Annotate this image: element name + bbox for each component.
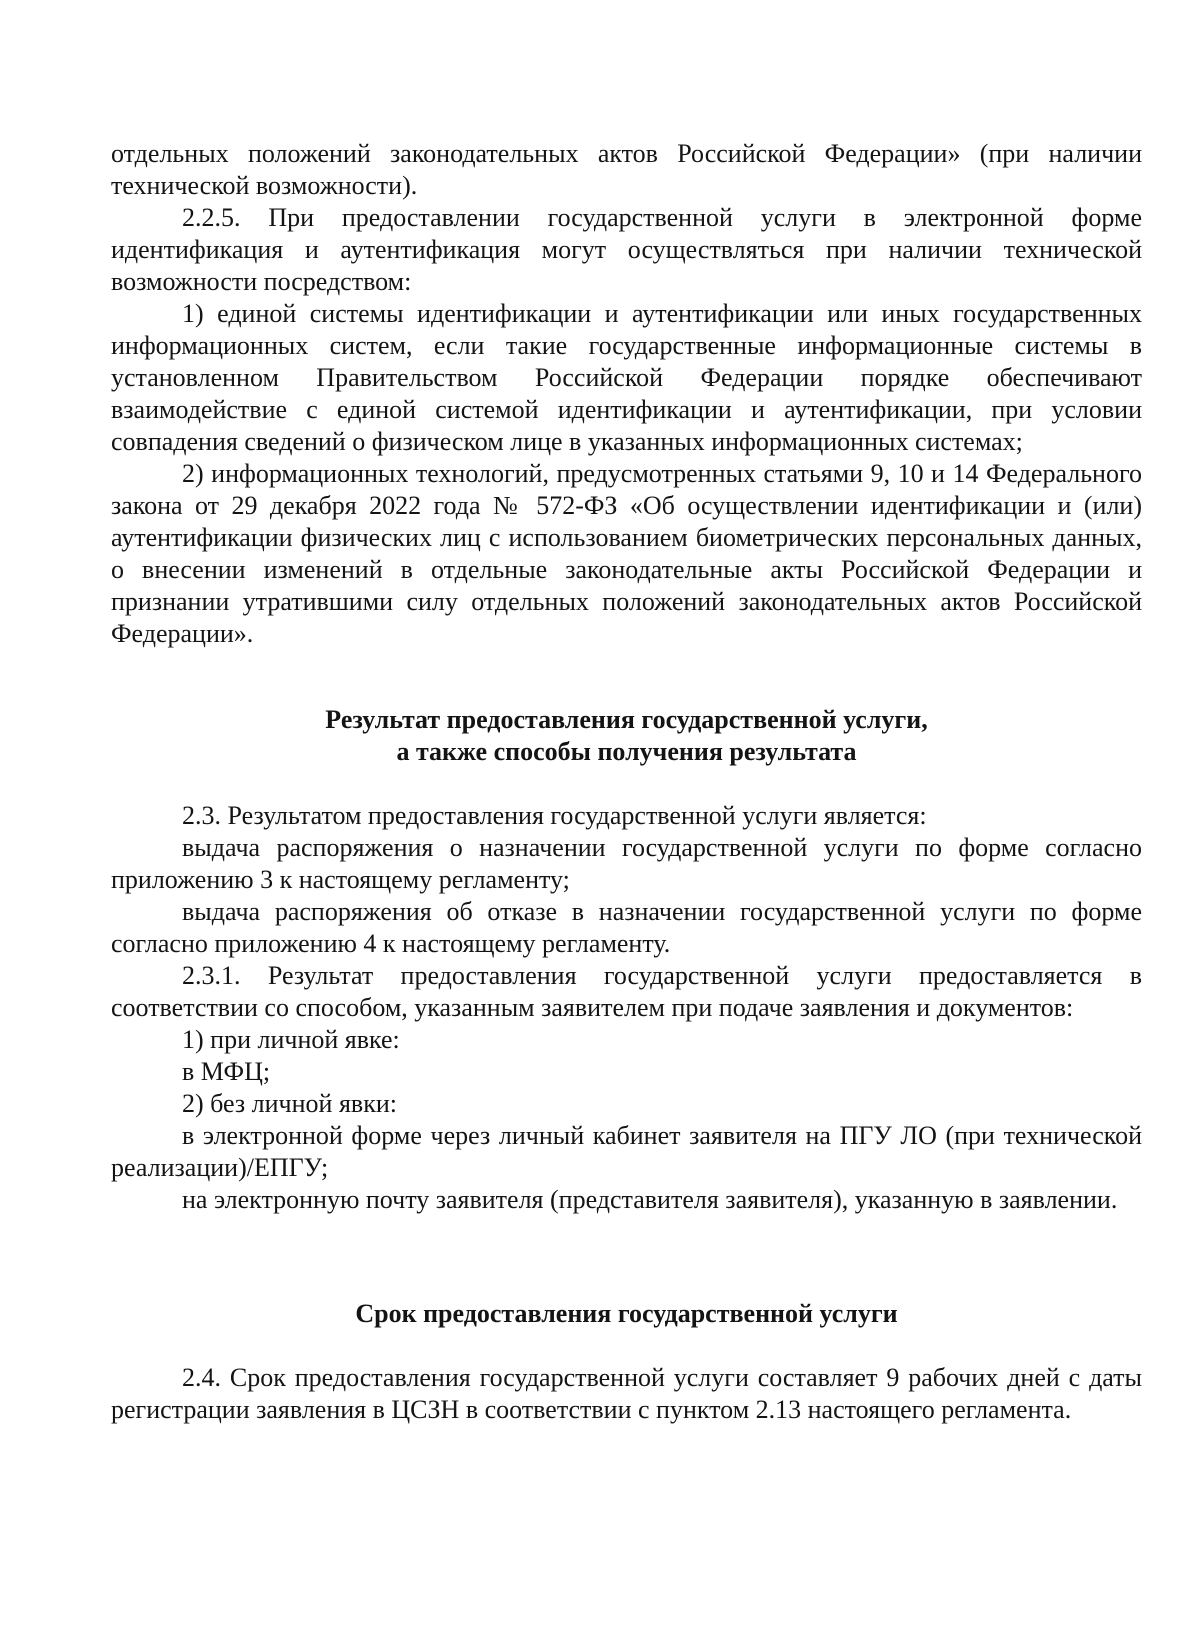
paragraph-2-4: 2.4. Срок предоставления государственной услуги составляет 9 рабочих дней с даты регистрации заявления в ЦСЗН в соответствии с пунктом 2.13 настоящего регламента. [111,1363,1142,1424]
paragraph-email: на электронную почту заявителя (представителя заявителя), указанную в заявлении. [182,1185,1118,1214]
paragraph-remote: 2) без личной явки: [182,1089,397,1118]
paragraph-mfc: в МФЦ; [182,1057,271,1086]
section-heading-term [111,1298,1142,1330]
section-heading-result-line-2: а также способы получения результата [396,737,857,766]
paragraph-item-1: 1) единой системы идентификации и аутентификации или иных государственных информационных систем, если такие государственные информационные системы в установленном Правительством Российской Федерации порядке обеспечивают взаимодействие с единой системой идентификации и аутентификации, при условии совпадения сведений о физическом лице в указанных информационных системах; [111,299,1142,456]
section-heading-result-line-1: Результат предоставления государственной услуги, [325,705,928,734]
text-block-term [111,1362,1142,1426]
section-heading-result [111,704,1142,768]
paragraph-result-grant: выдача распоряжения о назначении государственной услуги по форме согласно приложению 3 к настоящему регламенту; [111,833,1142,894]
paragraph-continuation: отдельных положений законодательных актов Российской Федерации» (при наличии технической возможности). [111,139,1142,200]
paragraph-2-3-1: 2.3.1. Результат предоставления государственной услуги предоставляется в соответствии со способом, указанным заявителем при подаче заявления и документов: [111,961,1142,1022]
section-heading-term-line-1: Срок предоставления государственной услуги [355,1299,898,1328]
text-block-result [111,800,1142,1216]
paragraph-electronic-cabinet: в электронной форме через личный кабинет заявителя на ПГУ ЛО (при технической реализации)/ЕПГУ; [111,1121,1142,1182]
paragraph-in-person: 1) при личной явке: [182,1025,400,1054]
text-block-identification [111,138,1142,650]
paragraph-result-refusal: выдача распоряжения об отказе в назначении государственной услуги по форме согласно приложению 4 к настоящему регламенту. [111,897,1142,958]
paragraph-item-2: 2) информационных технологий, предусмотренных статьями 9, 10 и 14 Федерального закона от 29 декабря 2022 года № 572-ФЗ «Об осуществлении идентификации и (или) аутентификации физических лиц с использованием биометрических персональных данных, о внесении изменений в отдельные законодательные акты Российской Федерации и признании утратившими силу отдельных положений законодательных актов Российской Федерации». [111,459,1142,648]
paragraph-2-2-5: 2.2.5. При предоставлении государственной услуги в электронной форме идентификация и аутентификация могут осуществляться при наличии технической возможности посредством: [111,203,1142,296]
paragraph-2-3: 2.3. Результатом предоставления государственной услуги является: [182,801,927,830]
